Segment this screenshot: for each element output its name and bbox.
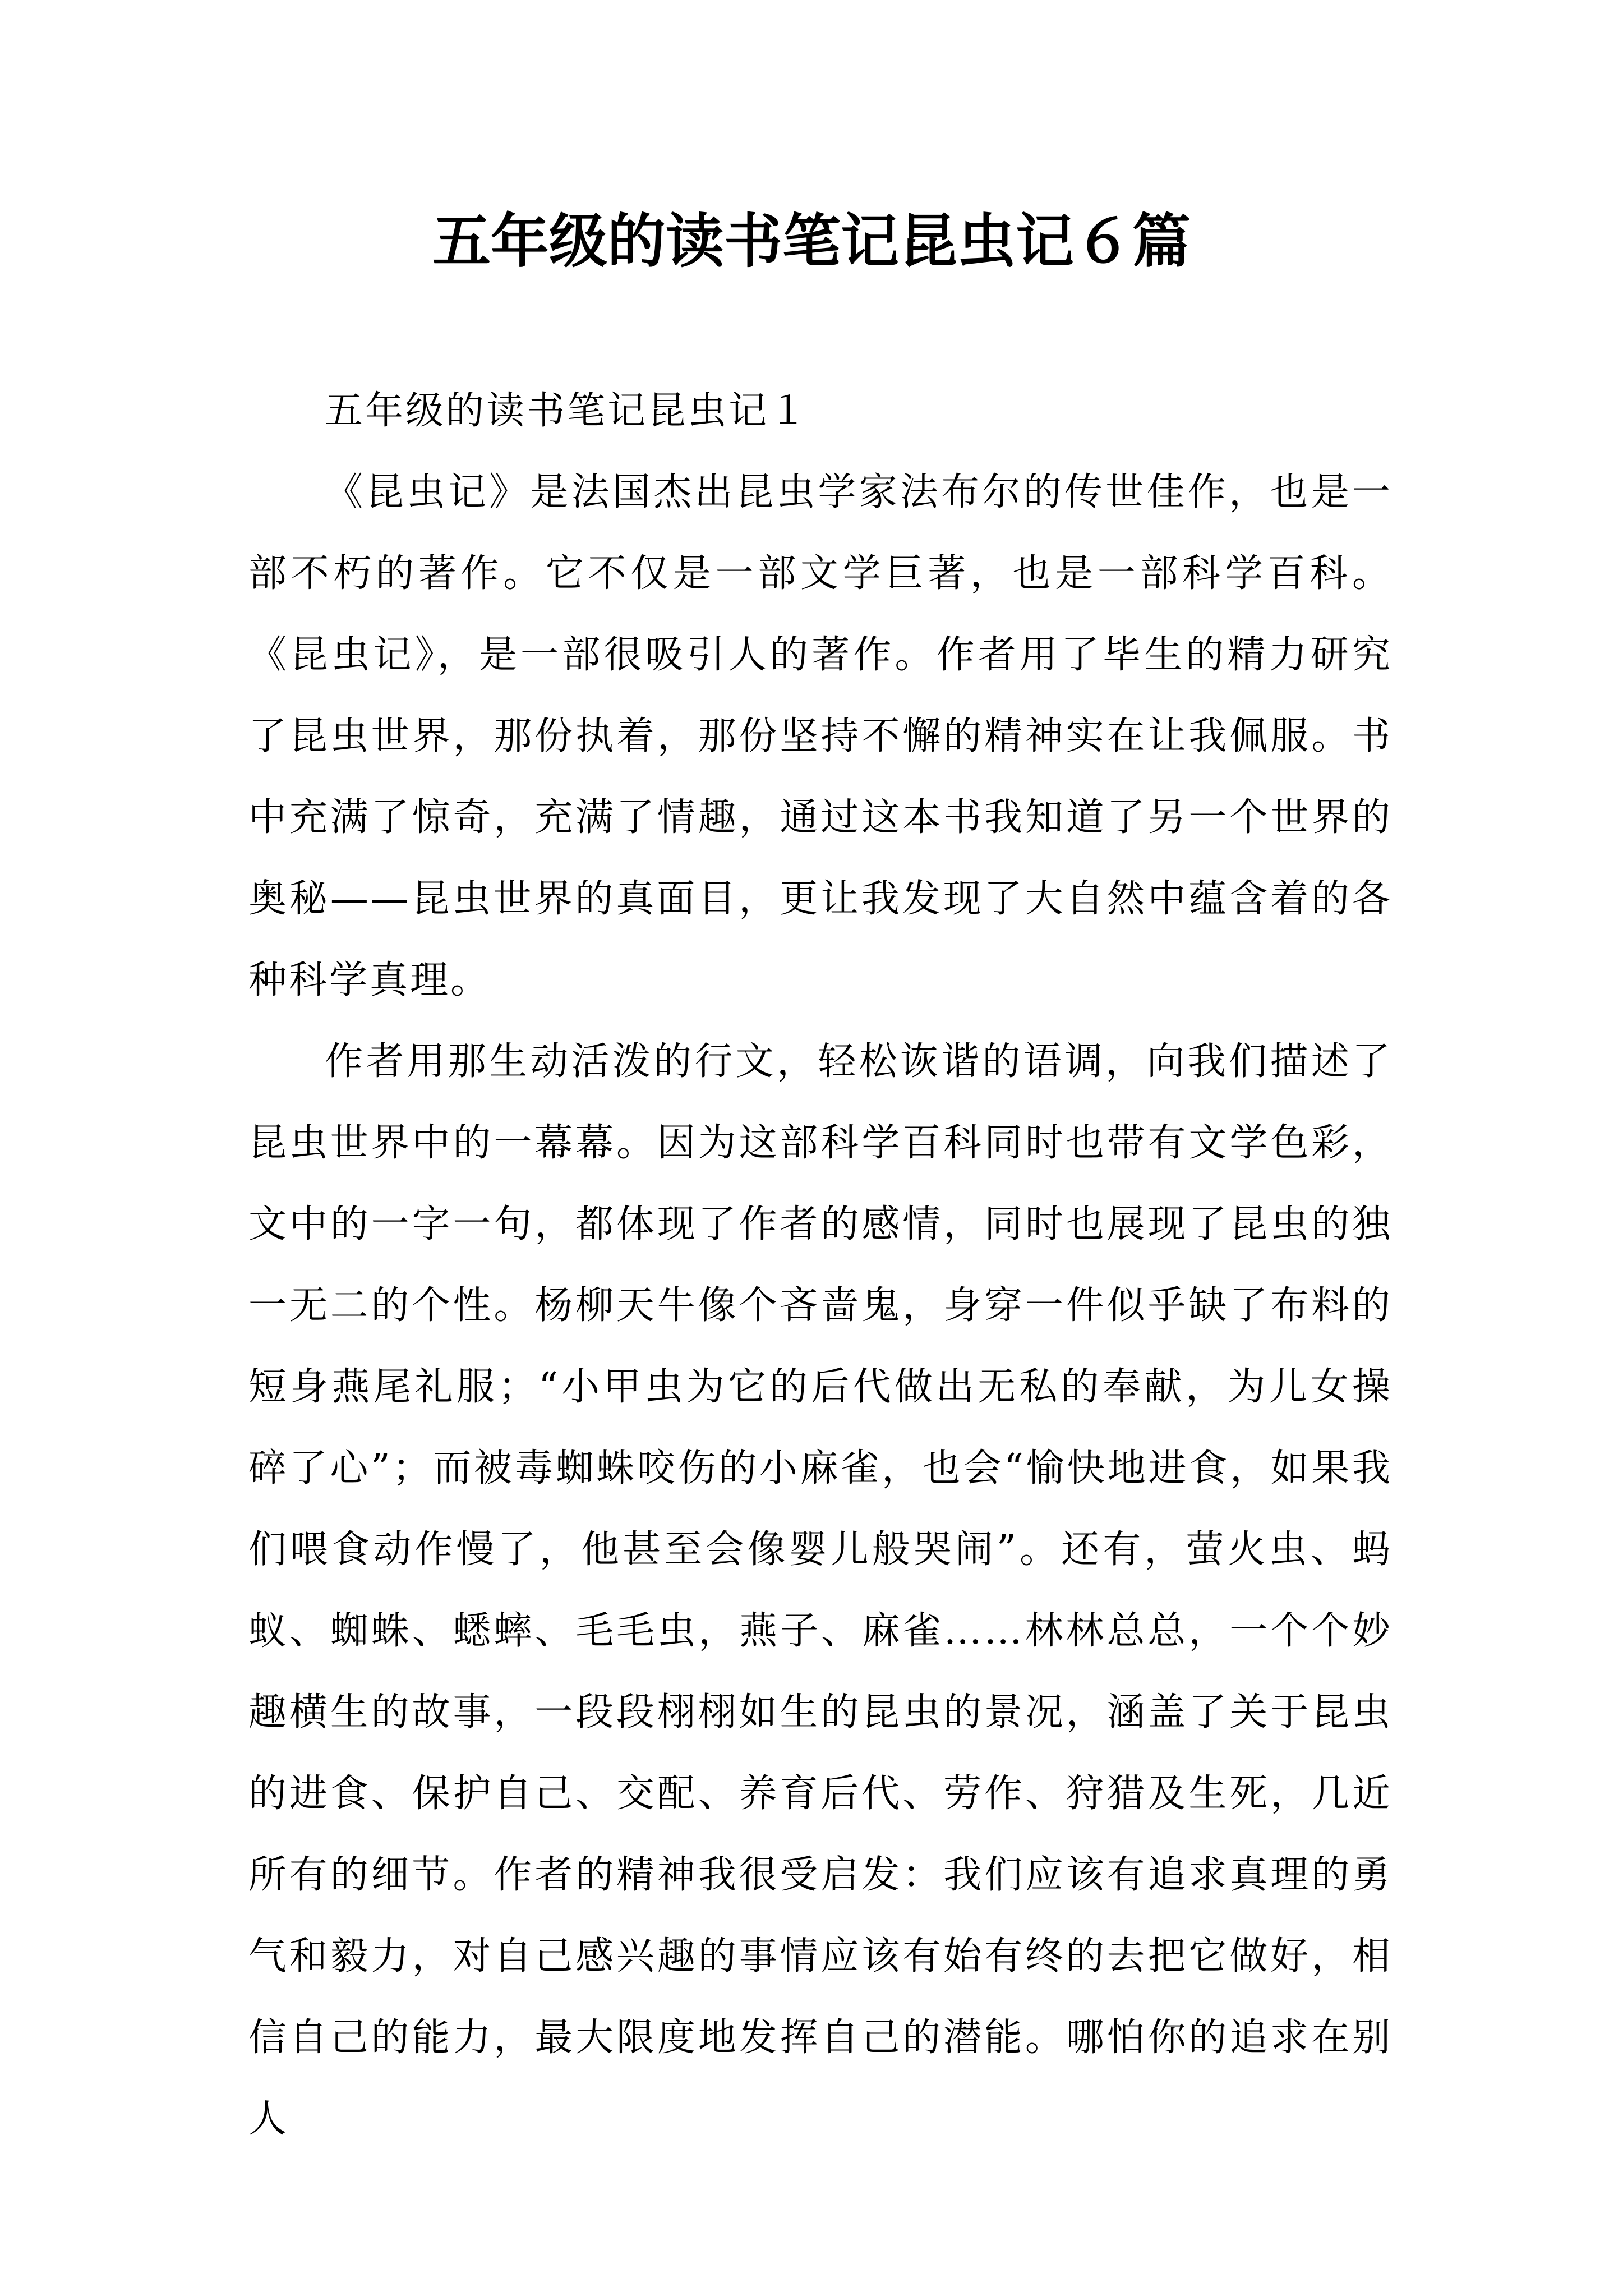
document-body — [248, 370, 1393, 2160]
document-title: 五年级的读书笔记昆虫记６篇 — [432, 206, 1191, 275]
paragraph-1: 《昆虫记》是法国杰出昆虫学家法布尔的传世佳作，也是一部不朽的著作。它不仅是一部文学巨著，也是一部科学百科。 《昆虫记》，是一部很吸引人的著作。作者用了毕生的精力研究了昆虫世界，那份执着，那份坚持不懈的精神实在让我佩服。书中充满了惊奇，充满了情趣，通过这本书我知道了另一个世界的奥秘——昆虫世界的真面目，更让我发现了大自然中蕴含着的各种科学真理。 — [248, 470, 1393, 1002]
section-heading: 五年级的读书笔记昆虫记１ — [325, 389, 810, 433]
paragraph-2: 作者用那生动活泼的行文，轻松诙谐的语调，向我们描述了昆虫世界中的一幕幕。因为这部科学百科同时也带有文学色彩，文中的一字一句，都体现了作者的感情，同时也展现了昆虫的独一无二的个性。杨柳天牛像个吝啬鬼，身穿一件似乎缺了布料的短身燕尾礼服；“小甲虫为它的后代做出无私的奉献，为儿女操碎了心”；而被毒蜘蛛咬伤的小麻雀，也会“愉快地进食，如果我们喂食动作慢了，他甚至会像婴儿般哭闹”。还有，萤火虫、蚂蚁、蜘蛛、蟋蟀、毛毛虫，燕子、麻雀……林林总总，一个个妙趣横生的故事，一段段栩栩如生的昆虫的景况，涵盖了关于昆虫的进食、保护自己、交配、养育后代、劳作、狩猎及生死，几近所有的细节。作者的精神我很受启发：我们应该有追求真理的勇气和毅力，对自己感兴趣的事情应该有始有终的去把它做好，相信自己的能力，最大限度地发挥自己的潜能。哪怕你的追求在别人 — [248, 1039, 1393, 2141]
